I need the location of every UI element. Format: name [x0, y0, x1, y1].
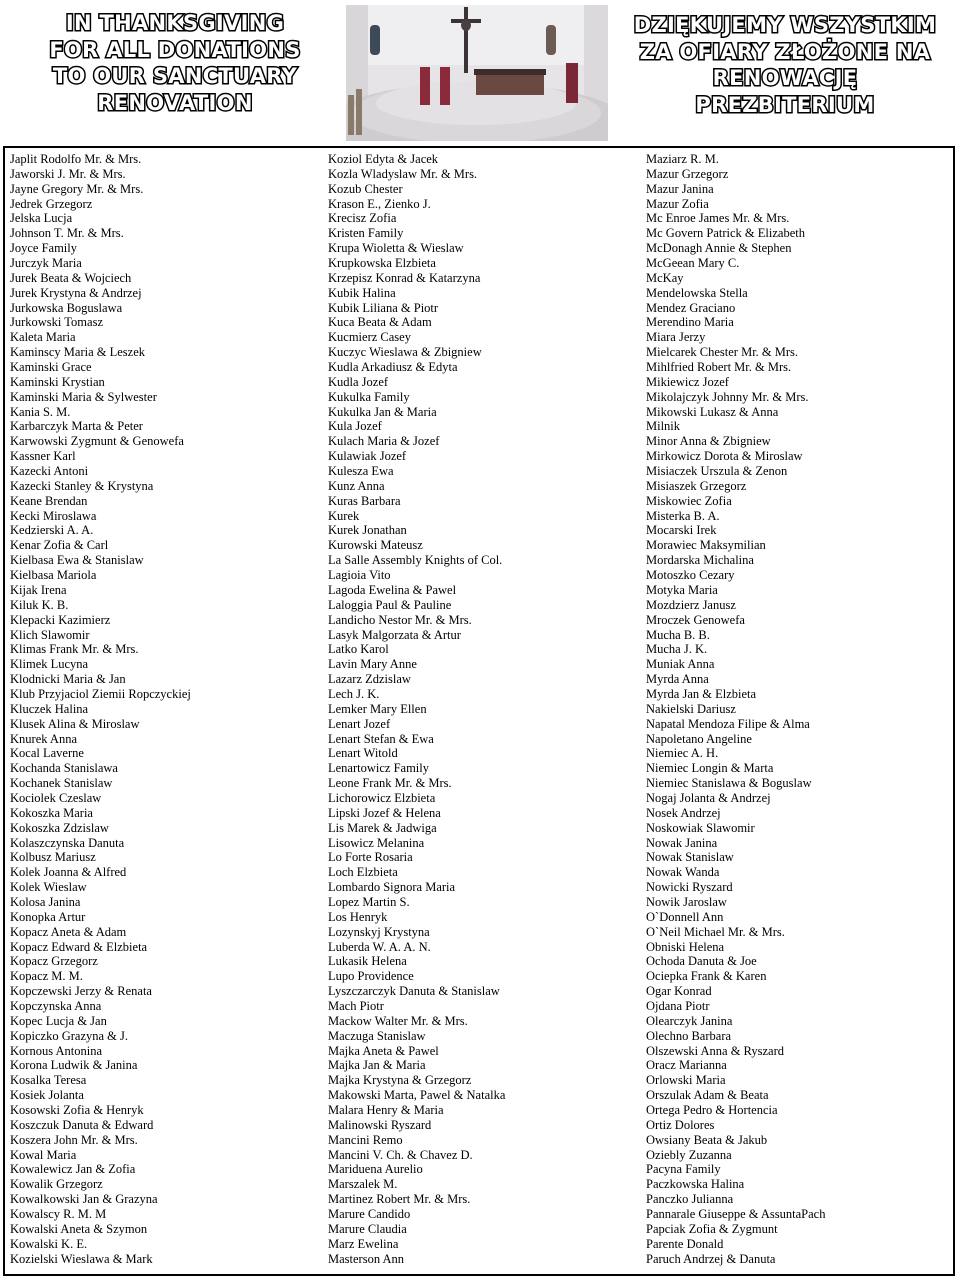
donor-name: Kociolek Czeslaw [10, 790, 102, 805]
donor-name: Kedzierski A. A. [10, 523, 94, 538]
donor-name: Korona Ludwik & Janina [10, 1058, 138, 1073]
donor-name: Kazecki Antoni [10, 464, 89, 479]
donor-name: Lyszczarczyk Danuta & Stanislaw [328, 984, 500, 999]
donor-name: Kluczek Halina [10, 701, 89, 716]
donor-name: Kunz Anna [328, 478, 385, 493]
donor-name: Kuras Barbara [328, 493, 401, 508]
donor-name: Kielbasa Ewa & Stanislaw [10, 553, 144, 568]
donor-name: Napatal Mendoza Filipe & Alma [646, 716, 810, 731]
donor-name: O`Donnell Ann [646, 909, 724, 924]
donor-name: Kopacz M. M. [10, 969, 83, 984]
title-line: RENOVATION [97, 90, 253, 115]
donor-name: Parente Donald [646, 1236, 724, 1251]
donor-name: Niemiec Stanislawa & Boguslaw [646, 776, 812, 791]
donor-name: Kudla Arkadiusz & Edyta [328, 360, 458, 375]
donor-name: Klusek Alina & Miroslaw [10, 716, 140, 731]
donor-name: Mirkowicz Dorota & Miroslaw [646, 449, 803, 464]
title-line: DZIĘKUJEMY WSZYSTKIM [633, 13, 937, 37]
donor-name: Nowicki Ryszard [646, 880, 733, 895]
donor-name: Mielcarek Chester Mr. & Mrs. [646, 345, 799, 360]
donor-name: Ortiz Dolores [646, 1117, 715, 1132]
donor-name: Kurek [328, 508, 360, 523]
donor-name: Kazecki Stanley & Krystyna [10, 478, 154, 493]
donor-name: Lichorowicz Elzbieta [328, 790, 436, 805]
donor-name: Leone Frank Mr. & Mrs. [328, 776, 452, 791]
donor-name: Lech J. K. [328, 686, 380, 701]
donor-name: Kocal Laverne [10, 746, 84, 761]
donor-name: Mc Enroe James Mr. & Mrs. [646, 211, 790, 226]
donor-name: Kiluk K. B. [10, 597, 69, 612]
donor-name: Mc Govern Patrick & Elizabeth [646, 226, 805, 241]
donor-name: Kopczynska Anna [10, 998, 102, 1013]
donor-name: Los Henryk [328, 909, 388, 924]
donor-name: Motyka Maria [646, 582, 718, 597]
donor-name: Klimek Lucyna [10, 657, 89, 672]
donor-name: Kaminski Maria & Sylwester [10, 389, 157, 404]
donor-name: Kuca Beata & Adam [328, 315, 432, 330]
donor-name: Panczko Julianna [646, 1192, 734, 1207]
donor-name: Orlowski Maria [646, 1073, 726, 1088]
donor-name: Kaleta Maria [10, 330, 76, 345]
donor-name: Lopez Martin S. [328, 894, 410, 909]
donor-name: Lenart Witold [328, 746, 398, 761]
donor-name: Lukasik Helena [328, 954, 407, 969]
donor-name: Kielbasa Mariola [10, 568, 97, 583]
donor-name: Lisowicz Melanina [328, 835, 425, 850]
donor-name: Miskowiec Zofia [646, 493, 732, 508]
donor-name: Noskowiak Slawomir [646, 820, 755, 835]
donor-name: Kania S. M. [10, 404, 71, 419]
title-line: PREZBITERIUM [695, 92, 875, 117]
donor-name: Mendelowska Stella [646, 285, 748, 300]
donor-name: Kopacz Aneta & Adam [10, 924, 127, 939]
title-line: IN THANKSGIVING [65, 11, 285, 35]
donor-name: Minor Anna & Zbigniew [646, 434, 771, 449]
donor-name: Morawiec Maksymilian [646, 538, 766, 553]
donor-name: Jelska Lucja [10, 211, 73, 226]
donor-name: Kokoszka Zdzislaw [10, 820, 109, 835]
donor-name: Mocarski Irek [646, 523, 717, 538]
donor-name: McDonagh Annie & Stephen [646, 241, 792, 256]
donor-name: Klimas Frank Mr. & Mrs. [10, 642, 139, 657]
donor-name: Jedrek Grzegorz [10, 196, 93, 211]
donor-name: Kijak Irena [10, 582, 67, 597]
donor-name: Mozdzierz Janusz [646, 597, 736, 612]
donor-name: Motoszko Cezary [646, 568, 735, 583]
donor-name: Merendino Maria [646, 315, 734, 330]
donor-name: Kecki Miroslawa [10, 508, 97, 523]
donor-name: Kukulka Jan & Maria [328, 404, 437, 419]
church-sanctuary-icon [346, 5, 608, 141]
donor-name: Kosiek Jolanta [10, 1088, 84, 1103]
donor-name: Kulesza Ewa [328, 464, 394, 479]
donor-name: Mazur Janina [646, 181, 714, 196]
donor-name: Johnson T. Mr. & Mrs. [10, 226, 124, 241]
donor-name: Ociepka Frank & Karen [646, 969, 767, 984]
header [0, 0, 960, 145]
donor-name: Klich Slawomir [10, 627, 90, 642]
donor-name: Marz Ewelina [328, 1236, 399, 1251]
donor-name: Kurek Jonathan [328, 523, 407, 538]
donor-name: Olechno Barbara [646, 1028, 732, 1043]
donor-name: Mroczek Genowefa [646, 612, 745, 627]
donor-name: Kristen Family [328, 226, 404, 241]
donor-name: Klepacki Kazimierz [10, 612, 111, 627]
donor-name: Oracz Marianna [646, 1058, 727, 1073]
donor-name: Niemiec A. H. [646, 746, 719, 761]
donor-name: Kolbusz Mariusz [10, 850, 96, 865]
donor-name: Mihlfried Robert Mr. & Mrs. [646, 360, 792, 375]
donor-name: Majka Jan & Maria [328, 1058, 426, 1073]
donor-name: Mikiewicz Jozef [646, 374, 729, 389]
donor-name: Kopec Lucja & Jan [10, 1013, 107, 1028]
donor-name: Klodnicki Maria & Jan [10, 672, 126, 687]
donor-name: Krupa Wioletta & Wieslaw [328, 241, 464, 256]
donor-name: Kucmierz Casey [328, 330, 411, 345]
donor-name: Kulawiak Jozef [328, 449, 407, 464]
donor-name: Kochanek Stanislaw [10, 776, 113, 791]
donor-name: Lis Marek & Jadwiga [328, 820, 437, 835]
donor-name: Majka Aneta & Pawel [328, 1043, 439, 1058]
donor-name: Malara Henry & Maria [328, 1103, 444, 1117]
donor-name: Kassner Karl [10, 449, 76, 464]
title-english [20, 10, 330, 116]
donor-name: Pacyna Family [646, 1162, 721, 1177]
donor-name: Kopiczko Grazyna & J. [10, 1028, 129, 1043]
donor-name: Kowal Maria [10, 1147, 77, 1162]
donor-name: Kulach Maria & Jozef [328, 434, 440, 449]
donor-name: Kolek Wieslaw [10, 880, 87, 895]
donor-name: Myrda Anna [646, 672, 709, 687]
donor-name: Kula Jozef [328, 419, 382, 434]
donor-name: Kornous Antonina [10, 1043, 103, 1058]
donor-name: Milnik [646, 419, 681, 434]
donor-name: Lombardo Signora Maria [328, 880, 456, 895]
title-line: RENOWACJĘ [712, 66, 858, 90]
donor-name: Mancini V. Ch. & Chavez D. [328, 1147, 473, 1162]
donor-name: Nowak Wanda [646, 865, 720, 880]
donor-name: Krecisz Zofia [328, 211, 397, 226]
donor-name: Muniak Anna [646, 657, 715, 672]
title-line: FOR ALL DONATIONS [49, 37, 301, 62]
donor-name: Pannarale Giuseppe & AssuntaPach [646, 1207, 826, 1222]
donor-name: Lagoda Ewelina & Pawel [328, 582, 457, 597]
donor-name: Oziebly Zuzanna [646, 1147, 732, 1162]
donor-name: Kurowski Mateusz [328, 538, 423, 553]
donor-name: Knurek Anna [10, 731, 77, 746]
donor-name: Landicho Nestor Mr. & Mrs. [328, 612, 472, 627]
donor-name: Malinowski Ryszard [328, 1117, 432, 1132]
donor-name: Kowalski K. E. [10, 1236, 88, 1251]
donor-name: Martinez Robert Mr. & Mrs. [328, 1192, 471, 1207]
donor-name: Kokoszka Maria [10, 805, 93, 820]
donor-name: Mikowski Lukasz & Anna [646, 404, 779, 419]
donor-name: Kozielski Wieslawa & Mark [10, 1251, 153, 1266]
donor-name: Jurczyk Maria [10, 256, 82, 271]
donor-name: Kopacz Grzegorz [10, 954, 98, 969]
donor-name: Kolek Joanna & Alfred [10, 865, 127, 880]
title-line: ZA OFIARY ZŁOŻONE NA [639, 39, 931, 64]
donor-name: Obniski Helena [646, 939, 725, 954]
donor-name: McGeean Mary C. [646, 256, 740, 271]
donor-name: McKay [646, 270, 684, 285]
donor-name: Lo Forte Rosaria [328, 850, 413, 865]
donor-name: Karbarczyk Marta & Peter [10, 419, 143, 434]
donor-name: Koszczuk Danuta & Edward [10, 1117, 154, 1132]
donor-name: Loch Elzbieta [328, 865, 398, 880]
donor-name: Konopka Artur [10, 909, 86, 924]
donor-name: Ojdana Piotr [646, 998, 710, 1013]
donor-name: Kaminski Krystian [10, 374, 105, 389]
donor-name: Krupkowska Elzbieta [328, 256, 436, 271]
donor-name: Marszalek M. [328, 1177, 398, 1192]
donor-name: Kowalik Grzegorz [10, 1177, 103, 1192]
donor-name: Ochoda Danuta & Joe [646, 954, 757, 969]
sanctuary-photo [346, 5, 608, 141]
donor-name: Napoletano Angeline [646, 731, 752, 746]
donor-name: Masterson Ann [328, 1251, 405, 1266]
donor-name: Majka Krystyna & Grzegorz [328, 1073, 472, 1088]
donor-name: Lasyk Malgorzata & Artur [328, 627, 461, 642]
donor-name: Maczuga Stanislaw [328, 1028, 426, 1043]
donor-name: Kaminscy Maria & Leszek [10, 345, 146, 360]
title-line: TO OUR SANCTUARY [52, 64, 298, 88]
donor-name: Lipski Jozef & Helena [328, 805, 441, 820]
donor-name: Paczkowska Halina [646, 1177, 745, 1192]
donor-name: Ortega Pedro & Hortencia [646, 1103, 778, 1117]
donor-name: Mucha B. B. [646, 627, 710, 642]
donor-name: Mazur Grzegorz [646, 166, 729, 181]
donor-name: Makowski Marta, Pawel & Natalka [328, 1088, 506, 1103]
donor-name: Nosek Andrzej [646, 805, 721, 820]
donor-name: Nowak Stanislaw [646, 850, 734, 865]
donor-name: Krzepisz Konrad & Katarzyna [328, 270, 481, 285]
donor-name: Olszewski Anna & Ryszard [646, 1043, 785, 1058]
donor-name: Mikolajczyk Johnny Mr. & Mrs. [646, 389, 809, 404]
donor-name: Kowalewicz Jan & Zofia [10, 1162, 136, 1177]
donor-name: Orszulak Adam & Beata [646, 1088, 769, 1103]
donor-name: Mancini Remo [328, 1132, 403, 1147]
donor-name: Jurkowski Tomasz [10, 315, 103, 330]
donor-name: Lenartowicz Family [328, 761, 430, 776]
donor-name: Nakielski Dariusz [646, 701, 736, 716]
donor-name: Mucha J. K. [646, 642, 708, 657]
donor-name: Koszera John Mr. & Mrs. [10, 1132, 138, 1147]
donor-name: Kubik Halina [328, 285, 396, 300]
donor-name: Kolosa Janina [10, 894, 81, 909]
donor-name: Miara Jerzy [646, 330, 706, 345]
donor-name: Kosalka Teresa [10, 1073, 87, 1088]
donor-column-2 [328, 152, 628, 1266]
donor-name: Misiaczek Urszula & Zenon [646, 464, 788, 479]
donor-name: Mach Piotr [328, 998, 384, 1013]
donor-name: Lozynskyj Krystyna [328, 924, 430, 939]
donor-name: Myrda Jan & Elzbieta [646, 686, 757, 701]
donor-name: Kowalkowski Jan & Grazyna [10, 1192, 158, 1207]
donor-name: Nogaj Jolanta & Andrzej [646, 790, 771, 805]
donor-name: Kenar Zofia & Carl [10, 538, 109, 553]
donor-name: Kuczyc Wieslawa & Zbigniew [328, 345, 482, 360]
donor-name: Laloggia Paul & Pauline [328, 597, 452, 612]
donor-name: Owsiany Beata & Jakub [646, 1132, 768, 1147]
donor-name: Luberda W. A. A. N. [328, 939, 431, 954]
donor-name: Kowalski Aneta & Szymon [10, 1221, 148, 1236]
donor-name: Lupo Providence [328, 969, 414, 984]
donor-name: Lenart Stefan & Ewa [328, 731, 434, 746]
donor-name: Kaminski Grace [10, 360, 92, 375]
donor-name: Jurkowska Boguslawa [10, 300, 123, 315]
donor-name: Mordarska Michalina [646, 553, 754, 568]
donor-name: Lemker Mary Ellen [328, 701, 427, 716]
donor-name: Joyce Family [10, 241, 78, 256]
donor-name: Kopczewski Jerzy & Renata [10, 984, 152, 999]
donor-name: Krason E., Zienko J. [328, 196, 431, 211]
donor-name: Klub Przyjaciol Ziemii Ropczyckiej [10, 686, 191, 701]
donor-name: Jurek Beata & Wojciech [10, 270, 132, 285]
donor-name: O`Neil Michael Mr. & Mrs. [646, 924, 785, 939]
donor-name: Kozub Chester [328, 181, 403, 196]
donor-name: Marure Claudia [328, 1221, 407, 1236]
donor-name: Karwowski Zygmunt & Genowefa [10, 434, 184, 449]
donor-name: Maziarz R. M. [646, 152, 719, 166]
donor-name: Mariduena Aurelio [328, 1162, 423, 1177]
donor-name: Latko Karol [328, 642, 389, 657]
donor-name: Kowalscy R. M. M [10, 1207, 107, 1222]
donor-name: Japlit Rodolfo Mr. & Mrs. [10, 152, 142, 166]
donor-name: Ogar Konrad [646, 984, 712, 999]
donor-name: Kolaszczynska Danuta [10, 835, 125, 850]
donor-name: Nowik Jaroslaw [646, 894, 727, 909]
donor-name: Jurek Krystyna & Andrzej [10, 285, 142, 300]
donor-name: Koziol Edyta & Jacek [328, 152, 439, 166]
donor-name: Kopacz Edward & Elzbieta [10, 939, 148, 954]
donor-name: Misiaszek Grzegorz [646, 478, 747, 493]
donor-name: Misterka B. A. [646, 508, 720, 523]
donor-column-3 [646, 152, 946, 1266]
donor-name: Kubik Liliana & Piotr [328, 300, 439, 315]
donor-name: Jayne Gregory Mr. & Mrs. [10, 181, 144, 196]
donor-name: La Salle Assembly Knights of Col. [328, 553, 503, 568]
donor-name: Kozla Wladyslaw Mr. & Mrs. [328, 166, 478, 181]
donor-name: Kosowski Zofia & Henryk [10, 1103, 144, 1117]
donor-list-box [3, 146, 955, 1276]
donor-name: Lagioia Vito [328, 568, 391, 583]
donor-name: Marure Candido [328, 1207, 411, 1222]
donor-column-1 [10, 152, 310, 1266]
donor-name: Olearczyk Janina [646, 1013, 733, 1028]
donor-name: Kochanda Stanislawa [10, 761, 118, 776]
title-polish [620, 12, 950, 118]
donor-name: Papciak Zofia & Zygmunt [646, 1221, 778, 1236]
donor-name: Lazarz Zdzislaw [328, 672, 411, 687]
donor-name: Niemiec Longin & Marta [646, 761, 774, 776]
donor-name: Mendez Graciano [646, 300, 736, 315]
donor-name: Mazur Zofia [646, 196, 709, 211]
donor-name: Nowak Janina [646, 835, 718, 850]
donor-name: Mackow Walter Mr. & Mrs. [328, 1013, 468, 1028]
donor-name: Paruch Andrzej & Danuta [646, 1251, 776, 1266]
donor-name: Jaworski J. Mr. & Mrs. [10, 166, 126, 181]
donor-name: Kukulka Family [328, 389, 410, 404]
donor-name: Kudla Jozef [328, 374, 389, 389]
donor-name: Lavin Mary Anne [328, 657, 417, 672]
donor-name: Lenart Jozef [328, 716, 391, 731]
donor-name: Keane Brendan [10, 493, 88, 508]
